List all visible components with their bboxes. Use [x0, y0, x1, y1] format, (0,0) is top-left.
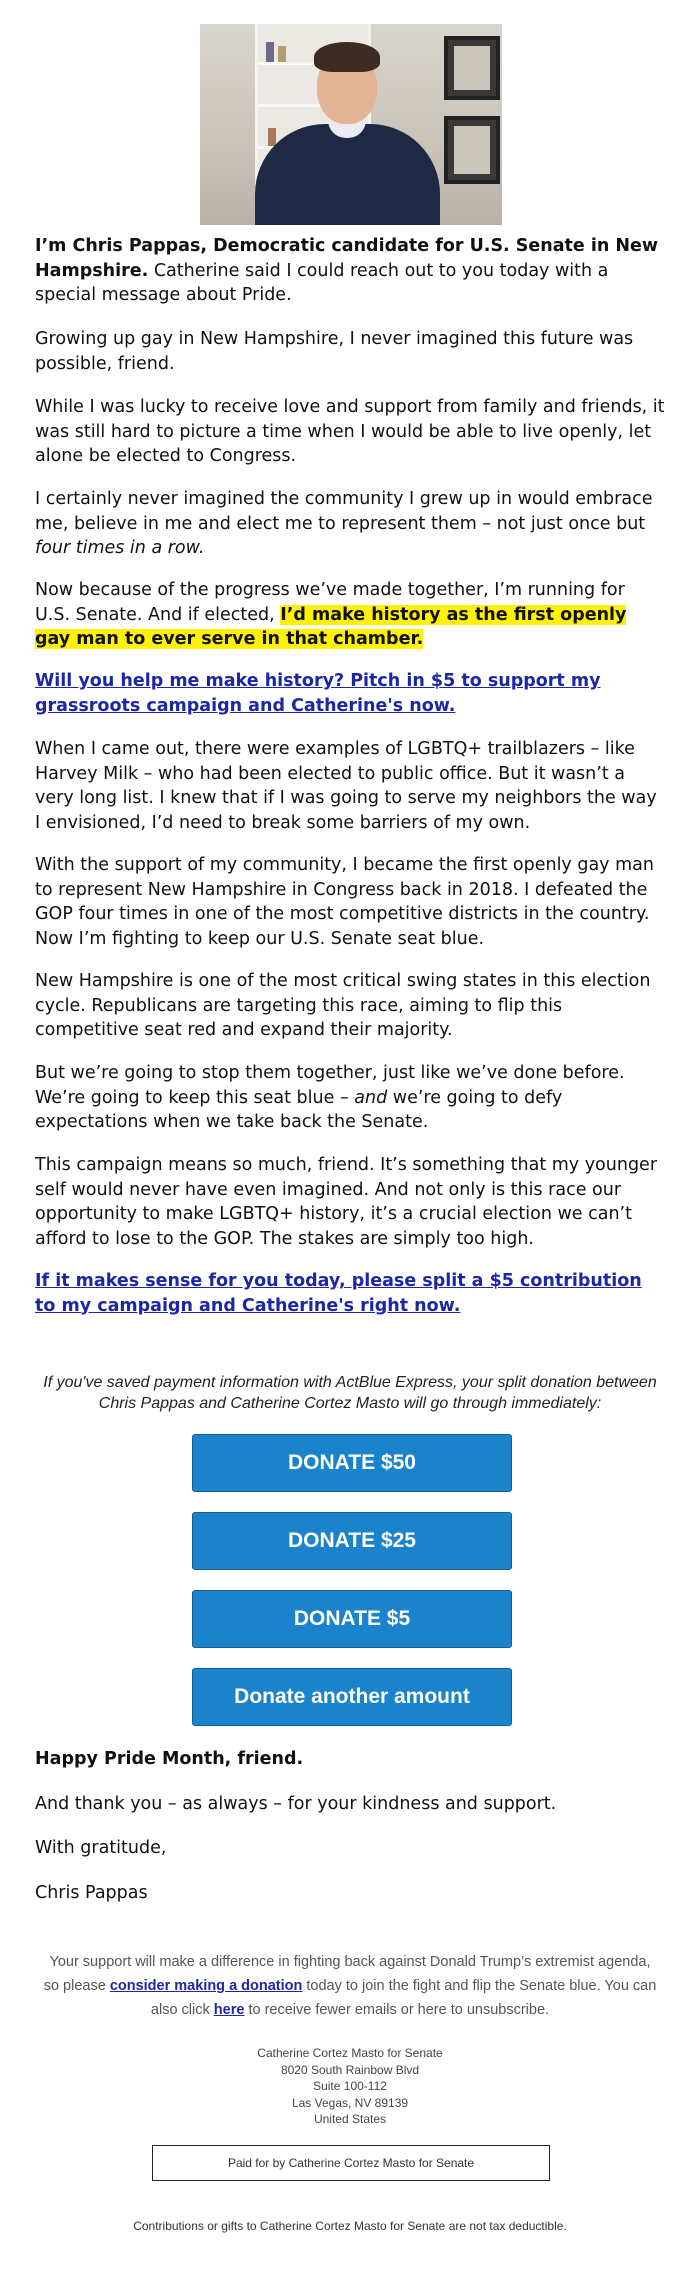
donate-25-button[interactable]: DONATE $25 — [192, 1512, 512, 1570]
stop-text-b: we’re going to defy expectations when we take back the Senate. — [35, 1087, 563, 1132]
paragraph-lucky: While I was lucky to receive love and support from family and friends, it was still hard to picture a time when I would be able to live openly, let alone be elected to Congress. — [35, 397, 665, 466]
footer-text-1: Your support will make a difference in fighting back against Donald Trump’s extremist agenda, so please — [43, 1954, 651, 1994]
paragraph-swing-state: New Hampshire is one of the most critical swing states in this election cycle. Republicans are targeting this race, aiming to flip this competitive seat red and expand their majority. — [35, 971, 651, 1040]
paragraph-growing-up: Growing up gay in New Hampshire, I never imagined this future was possible, friend. — [35, 329, 634, 374]
address-line: Suite 100-112 — [313, 2079, 387, 2093]
address-line: Catherine Cortez Masto for Senate — [257, 2046, 443, 2060]
address-line: 8020 South Rainbow Blvd — [280, 2062, 420, 2077]
stop-italic: and — [354, 1087, 388, 1108]
signature: Chris Pappas — [35, 1883, 148, 1903]
paid-for-box: Paid for by Catherine Cortez Masto for Senate — [152, 2145, 550, 2181]
gratitude-line: With gratitude, — [35, 1838, 167, 1858]
intro-rest: Catherine said I could reach out to you today with a special message about Pride. — [35, 260, 609, 305]
progress-text: Now because of the progress we’ve made together, I’m running for U.S. Senate. And if elected, — [35, 580, 625, 625]
community-text: I certainly never imagined the community I grew up in would embrace me, believe in me and elect me to represent them – not just once but — [35, 489, 653, 534]
consider-donation-link[interactable]: consider making a donation — [109, 1978, 303, 1994]
thank-you-line: And thank you – as always – for your kindness and support. — [35, 1794, 557, 1814]
footer-text-2: today to join the fight and flip the Senate blue. You can also click — [150, 1978, 657, 2018]
donate-other-amount-button[interactable]: Donate another amount — [192, 1668, 512, 1726]
footer-text-3: to receive fewer emails or here to unsubscribe. — [244, 2002, 550, 2018]
fewer-emails-link[interactable]: here — [213, 2002, 245, 2018]
paragraph-campaign: This campaign means so much, friend. It’s something that my younger self would never have even imagined. And not only is this race our opportunity to make LGBTQ+ history, it’s a crucial election we can’t afford to lose to the GOP. The stakes are simply too high. — [35, 1155, 658, 1249]
candidate-sweater — [255, 124, 440, 225]
tax-disclaimer: Contributions or gifts to Catherine Cortez Masto for Senate are not tax deductible. — [133, 2219, 567, 2233]
candidate-photo — [200, 24, 502, 225]
history-highlight: I’d make history as the first openly gay man to ever serve in that chamber. — [35, 604, 627, 649]
candidate-hair — [314, 42, 380, 72]
picture-frame — [444, 116, 500, 184]
intro-paragraph — [35, 234, 665, 308]
mailing-address — [150, 2045, 550, 2128]
paragraph-link-split — [35, 1269, 665, 1318]
paragraph-stop-them — [35, 1061, 665, 1135]
intro-bold: I’m Chris Pappas, Democratic candidate for U.S. Senate in New Hampshire. — [35, 236, 659, 281]
split-contribution-link[interactable]: If it makes sense for you today, please split a $5 contribution to my campaign and Catherine's right now. — [35, 1271, 642, 1316]
donate-50-button[interactable]: DONATE $50 — [192, 1434, 512, 1492]
paragraph-community — [35, 487, 665, 561]
paragraph-came-out: When I came out, there were examples of LGBTQ+ trailblazers – like Harvey Milk – who had been elected to public office. But it wasn’t a very long list. I knew that if I was going to serve my neighbors the way I envisioned, I’d need to break some barriers of my own. — [35, 739, 657, 833]
address-line: Las Vegas, NV 89139 — [291, 2095, 409, 2110]
address-line: United States — [313, 2112, 387, 2126]
actblue-express-note: If you've saved payment information with ActBlue Express, your split donation between Chris Pappas and Catherine Cortez Masto will go through immediately: — [43, 1374, 657, 1412]
donate-5-button[interactable]: DONATE $5 — [192, 1590, 512, 1648]
picture-frame — [444, 36, 500, 100]
happy-pride-line: Happy Pride Month, friend. — [35, 1749, 304, 1769]
footer-message — [40, 1950, 660, 2022]
community-italic: four times in a row. — [35, 538, 205, 558]
paragraph-link-make-history — [35, 669, 665, 718]
paragraph-progress — [35, 578, 665, 652]
paragraph-support: With the support of my community, I became the first openly gay man to represent New Hampshire in Congress back in 2018. I defeated the GOP four times in one of the most competitive districts in the country. Now I’m fighting to keep our U.S. Senate seat blue. — [35, 855, 654, 949]
stop-text-a: But we’re going to stop them together, just like we’ve done before. We’re going to keep this seat blue – — [35, 1063, 625, 1108]
make-history-donate-link[interactable]: Will you help me make history? Pitch in $5 to support my grassroots campaign and Catherine's now. — [35, 671, 601, 716]
